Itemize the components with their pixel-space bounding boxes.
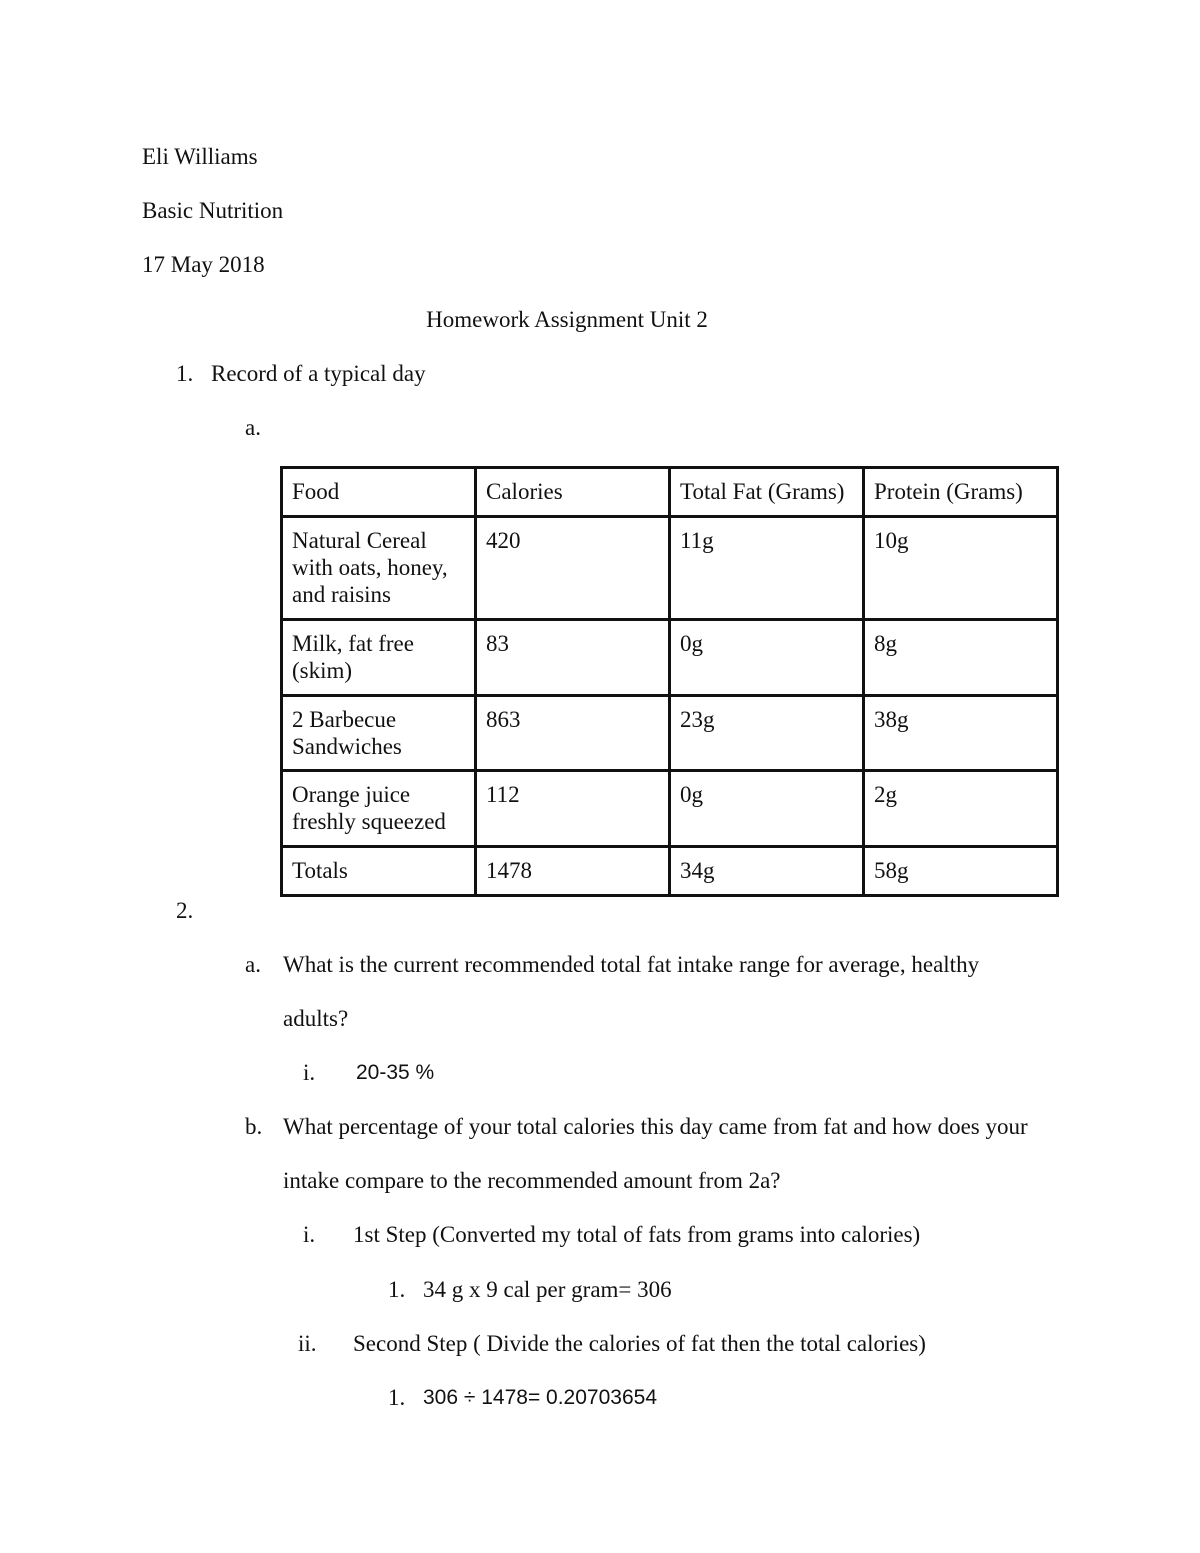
question-1-number: 1. (176, 361, 194, 386)
assignment-date: 17 May 2018 (142, 252, 265, 277)
cell-totals-label: Totals (282, 847, 476, 896)
question-1-text: Record of a typical day (211, 361, 426, 386)
document-title: Homework Assignment Unit 2 (426, 307, 708, 332)
cell-food: Orange juice freshly squeezed (282, 771, 476, 847)
answer-2b-i-1-text: 34 g x 9 cal per gram= 306 (423, 1277, 672, 1302)
course-name: Basic Nutrition (142, 198, 284, 223)
answer-2b-i-1-marker: 1. (388, 1277, 406, 1302)
table-row (282, 620, 1058, 696)
answer-2b-i-marker: i. (303, 1222, 316, 1247)
answer-2b-ii-text: Second Step ( Divide the calories of fat then the total calories) (353, 1331, 926, 1356)
cell-calories: 83 (476, 620, 670, 696)
question-2a-text-line2: adults? (283, 1006, 349, 1031)
cell-protein: 8g (864, 620, 1058, 696)
answer-2b-ii-marker: ii. (298, 1331, 317, 1356)
cell-total-calories: 1478 (476, 847, 670, 896)
table-row (282, 517, 1058, 620)
header-protein: Protein (Grams) (864, 468, 1058, 517)
table-header-row (282, 468, 1058, 517)
cell-fat: 0g (670, 771, 864, 847)
answer-2b-ii-1-marker: 1. (388, 1385, 406, 1410)
question-1-sub-a-marker: a. (245, 415, 261, 440)
cell-calories: 863 (476, 696, 670, 771)
question-2b-text-line2: intake compare to the recommended amount from 2a? (283, 1168, 781, 1193)
student-name: Eli Williams (142, 144, 258, 169)
question-2a-text-line1: What is the current recommended total fat intake range for average, healthy (283, 952, 980, 977)
cell-fat: 0g (670, 620, 864, 696)
cell-food: Natural Cereal with oats, honey, and raisins (282, 517, 476, 620)
question-2-number: 2. (176, 898, 194, 923)
food-table (280, 466, 1059, 897)
answer-2b-i-text: 1st Step (Converted my total of fats from grams into calories) (353, 1222, 921, 1247)
answer-2a-i-text: 20-35 % (356, 1061, 435, 1084)
header-food: Food (282, 468, 476, 517)
cell-protein: 2g (864, 771, 1058, 847)
cell-calories: 112 (476, 771, 670, 847)
cell-protein: 10g (864, 517, 1058, 620)
table-totals-row (282, 847, 1058, 896)
header-total-fat: Total Fat (Grams) (670, 468, 864, 517)
cell-total-fat: 34g (670, 847, 864, 896)
cell-food: 2 Barbecue Sandwiches (282, 696, 476, 771)
answer-2a-i-marker: i. (303, 1060, 316, 1085)
question-2b-text-line1: What percentage of your total calories this day came from fat and how does your (283, 1114, 1028, 1139)
cell-fat: 11g (670, 517, 864, 620)
answer-2b-ii-1-text: 306 ÷ 1478= 0.20703654 (423, 1386, 657, 1409)
question-2a-marker: a. (245, 952, 261, 977)
cell-total-protein: 58g (864, 847, 1058, 896)
table-row (282, 771, 1058, 847)
cell-food: Milk, fat free (skim) (282, 620, 476, 696)
table-row (282, 696, 1058, 771)
cell-protein: 38g (864, 696, 1058, 771)
cell-fat: 23g (670, 696, 864, 771)
question-2b-marker: b. (245, 1114, 263, 1139)
cell-calories: 420 (476, 517, 670, 620)
header-calories: Calories (476, 468, 670, 517)
